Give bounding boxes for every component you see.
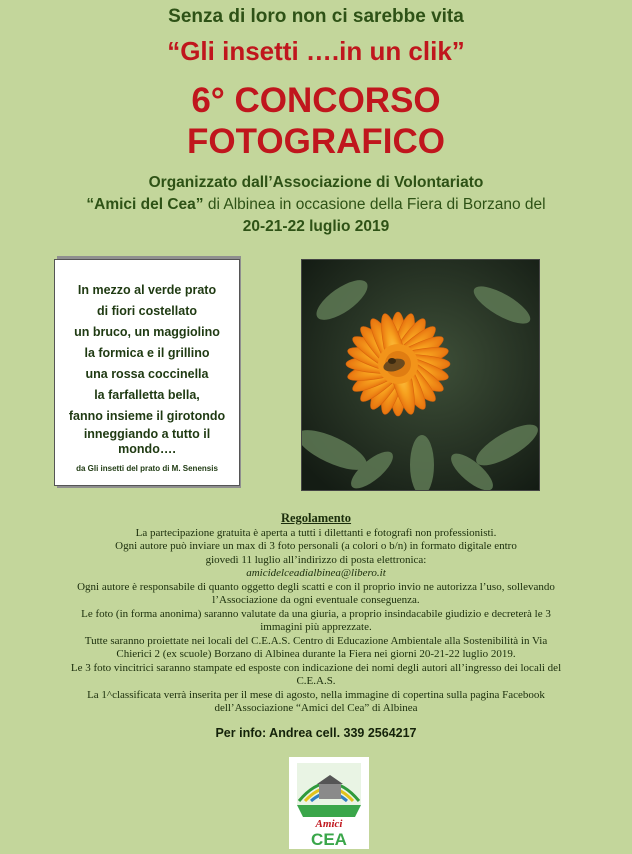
tagline: Senza di loro non ci sarebbe vita (168, 6, 464, 27)
rules-line: l’Associazione da ogni eventuale conseguenza. (212, 594, 420, 606)
logo-text-top: Amici (315, 818, 343, 830)
logo-graphic (289, 757, 369, 849)
poem-lines (55, 280, 239, 457)
page-title (0, 80, 632, 162)
logo-text-bottom: CEA (311, 830, 347, 849)
title-line-2: FOTOGRAFICO (187, 122, 445, 161)
rules-line: Chierici 2 (ex scuole) Borzano di Albinea durante la Fiera nei giorni 20-21-22 luglio 2019. (116, 648, 516, 660)
rules-line: Tutte saranno proiettate nei locali del C.E.A.S. Centro di Educazione Ambientale alla Sostenibilità in Via (84, 634, 548, 647)
rules-heading: Regolamento (280, 511, 352, 525)
rules-line: giovedì 11 luglio all’indirizzo di posta elettronica: (205, 553, 427, 566)
poem-line: In mezzo al verde prato (77, 283, 217, 297)
flower-photo (301, 259, 540, 491)
rules-line: immagini più apprezzate. (260, 621, 372, 633)
poem-line: fanno insieme il girotondo (68, 409, 226, 423)
contact-email[interactable]: amicidelceadialbinea@libero.it (246, 567, 386, 579)
poem-line: inneggiando a tutto il (83, 427, 211, 441)
flower-photo-image (302, 260, 539, 490)
organizer-line-2 (0, 194, 632, 216)
poem-line: un bruco, un maggiolino (74, 325, 220, 339)
amici-del-cea-logo (289, 757, 369, 849)
rules-line: dell’Associazione “Amici del Cea” di Albinea (214, 702, 418, 714)
organizer-block (0, 172, 632, 238)
rules-line: La partecipazione gratuita è aperta a tutti i dilettanti e fotografi non professionisti. (135, 526, 497, 539)
rules-line: C.E.A.S. (296, 675, 336, 687)
rules-block (0, 512, 632, 716)
info-contact: Per info: Andrea cell. 339 2564217 (215, 726, 417, 740)
poem-line: di fiori costellato (96, 304, 197, 318)
poem-line: la farfalletta bella, (94, 388, 200, 402)
organizer-name: “Amici del Cea” (86, 196, 204, 213)
poem-line: una rossa coccinella (85, 367, 209, 381)
rules-line: Ogni autore è responsabile di quanto oggetto degli scatti e con il proprio invio ne autorizza l’uso, sollevando (77, 580, 555, 593)
title-line-1: 6° CONCORSO (191, 81, 441, 120)
rules-line: Le foto (in forma anonima) saranno valutate da una giuria, a proprio insindacabile giudizio e decreterà le 3 (81, 607, 551, 620)
rules-line: Le 3 foto vincitrici saranno stampate ed esposte con indicazione dei nomi degli autori all’ingresso dei locali del (70, 661, 562, 674)
poem-line: la formica e il grillino (84, 346, 210, 360)
organizer-line-1: Organizzato dall’Associazione di Volontariato (148, 174, 484, 191)
subtitle: “Gli insetti ….in un clik” (167, 36, 465, 66)
rules-line: La 1^classificata verrà inserita per il mese di agosto, nella immagine di copertina sulla pagina Facebook (87, 688, 545, 701)
poem-credit: da Gli insetti del prato di M. Senensis (76, 464, 218, 473)
organizer-line-2-rest: di Albinea in occasione della Fiera di Borzano del (203, 196, 546, 213)
organizer-dates: 20-21-22 luglio 2019 (242, 218, 390, 235)
poem-line: mondo…. (118, 442, 176, 456)
poem-box (54, 259, 240, 486)
rules-line: Ogni autore può inviare un max di 3 foto personali (a colori o b/n) in formato digitale entro (115, 540, 517, 552)
